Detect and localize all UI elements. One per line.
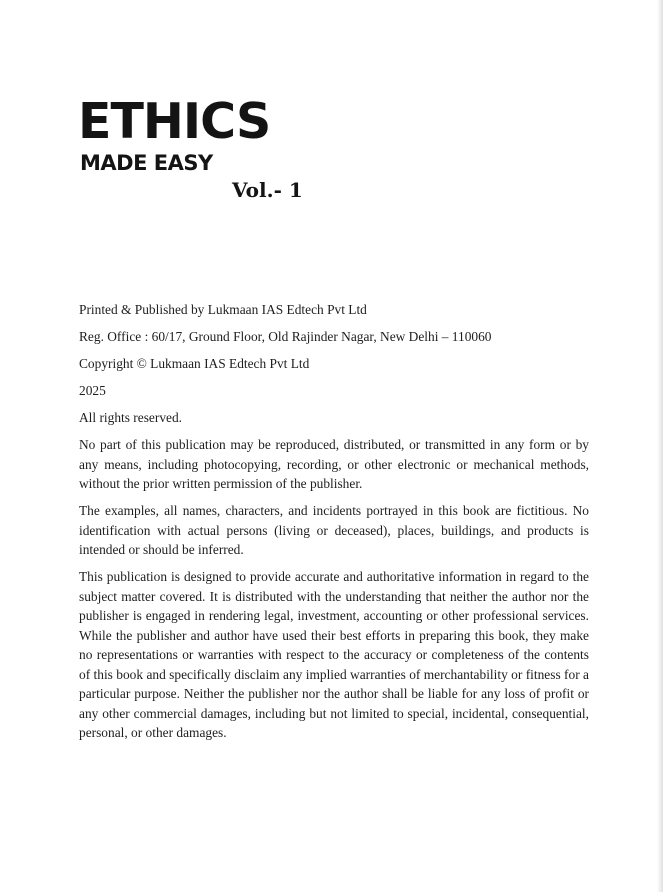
copyright-line: Copyright © Lukmaan IAS Edtech Pvt Ltd — [79, 356, 310, 371]
book-subtitle: MADE EASY — [80, 151, 213, 175]
reproduction-notice: No part of this publication may be reproduced, distributed, or transmitted in any form or by any means, including photocopying, recording, or other electronic or mechanical methods, without the prior written permission of the publisher. — [79, 437, 589, 491]
book-title: ETHICS — [78, 93, 271, 150]
rights-line: All rights reserved. — [79, 410, 183, 425]
book-volume: Vol.- 1 — [232, 178, 303, 202]
imprint-block — [79, 300, 589, 750]
fiction-notice: The examples, all names, characters, and incidents portrayed in this book are fictitious. No identification with actual persons (living or deceased), places, buildings, and products is intended or should be inferred. — [79, 503, 589, 557]
office-line: Reg. Office : 60/17, Ground Floor, Old Rajinder Nagar, New Delhi – 110060 — [79, 329, 492, 344]
publication-year: 2025 — [79, 383, 106, 398]
publisher-line: Printed & Published by Lukmaan IAS Edtech Pvt Ltd — [79, 302, 367, 317]
disclaimer-notice: This publication is designed to provide accurate and authoritative information in regard to the subject matter covered. It is distributed with the understanding that neither the author nor the publisher is engaged in rendering legal, investment, accounting or other professional services. While the publisher and author have used their best efforts in preparing this book, they make no representations or warranties with respect to the accuracy or completeness of the contents of this book and specifically disclaim any implied warranties of merchantability or fitness for a particular purpose. Neither the publisher nor the author shall be liable for any loss of profit or any other commercial damages, including but not limited to special, incidental, consequential, personal, or other damages. — [79, 569, 589, 740]
page-edge-shadow — [657, 0, 663, 892]
